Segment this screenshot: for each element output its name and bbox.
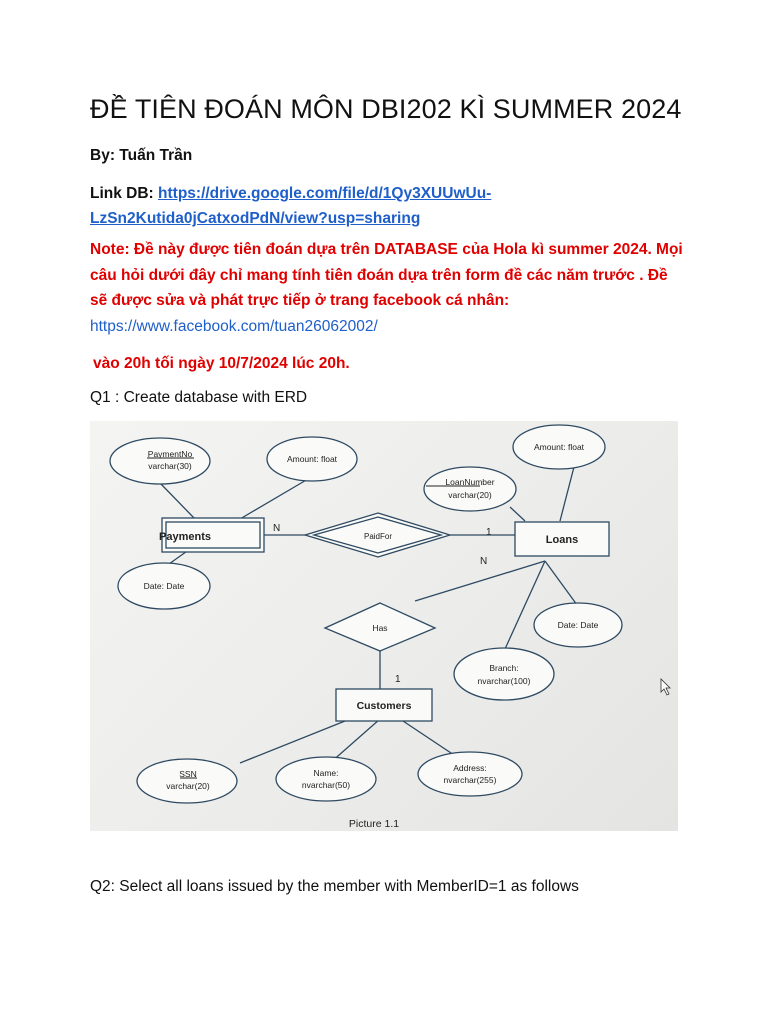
connector-loannumber <box>510 507 525 521</box>
loannumber-key: LoanNumber <box>445 477 495 487</box>
name-label: Name: <box>313 768 339 778</box>
cursor-icon <box>661 679 670 695</box>
payments-label: Payments <box>159 531 211 543</box>
connector-loan-date <box>545 561 580 609</box>
connector-loan-amount <box>560 463 575 521</box>
note-line-2: câu hỏi dưới đây chỉ mang tính tiên đoán dựa trên form đề các năm trước . Đề <box>90 266 668 284</box>
erd-picture <box>90 421 678 831</box>
name-type: nvarchar(50) <box>301 780 351 790</box>
paymentno-type: varchar(30) <box>148 461 192 471</box>
branch-label: Branch: <box>489 663 519 673</box>
erd-diagram <box>90 421 678 831</box>
connector-payment-amount <box>240 479 308 519</box>
has-label: Has <box>372 623 388 633</box>
payment-date-label: Date: Date <box>143 581 185 591</box>
loans-label: Loans <box>545 534 579 546</box>
paymentno-key: PaymentNo <box>147 449 193 459</box>
name-ellipse <box>276 757 376 801</box>
loan-date-label: Date: Date <box>557 620 599 630</box>
db-link-part1: https://drive.google.com/file/d/1Qy3XUUwUu- <box>158 185 492 202</box>
db-link-label: Link DB: <box>90 185 159 202</box>
connector-ssn <box>240 719 350 763</box>
note-line-3: sẽ được sửa và phát trực tiếp ở trang facebook cá nhân: <box>90 292 510 309</box>
cardinality-loans-n: N <box>480 556 488 567</box>
connector-loans-has <box>415 561 545 601</box>
db-link-part2: LzSn2Kutida0jCatxodPdN/view?usp=sharing <box>90 210 421 227</box>
question-1: Q1 : Create database with ERD <box>90 389 308 406</box>
cardinality-loans-1: 1 <box>486 527 492 538</box>
address-ellipse <box>418 752 522 796</box>
picture-caption: Picture 1.1 <box>348 818 400 830</box>
loannumber-type: varchar(20) <box>448 490 492 500</box>
branch-type: nvarchar(100) <box>477 676 531 686</box>
branch-ellipse <box>454 648 554 700</box>
address-label: Address: <box>453 763 487 773</box>
loannumber-ellipse <box>424 467 516 511</box>
note-paragraph <box>90 237 700 314</box>
schedule-note: vào 20h tối ngày 10/7/2024 lúc 20h. <box>93 355 350 372</box>
cardinality-customers-1: 1 <box>395 674 401 685</box>
ssn-type: varchar(20) <box>166 781 210 791</box>
ssn-key: SSN <box>179 769 197 779</box>
loan-amount-label: Amount: float <box>533 442 585 452</box>
payment-amount-label: Amount: float <box>286 454 338 464</box>
question-2: Q2: Select all loans issued by the member with MemberID=1 as follows <box>90 878 579 895</box>
paidfor-label: PaidFor <box>363 532 393 541</box>
address-type: nvarchar(255) <box>443 775 497 785</box>
note-line-1: Note: Đề này được tiên đoán dựa trên DATABASE của Hola kì summer 2024. Mọi <box>90 241 683 258</box>
connector-name <box>330 719 380 763</box>
db-link-line <box>90 181 690 231</box>
cardinality-payments-n: N <box>273 523 281 534</box>
customers-label: Customers <box>356 700 412 712</box>
facebook-link[interactable]: https://www.facebook.com/tuan26062002/ <box>90 318 378 335</box>
connector-paymentno <box>160 483 195 519</box>
author-byline: By: Tuấn Trần <box>90 147 193 164</box>
page-title: ĐỀ TIÊN ĐOÁN MÔN DBI202 KÌ SUMMER 2024 <box>90 94 682 124</box>
